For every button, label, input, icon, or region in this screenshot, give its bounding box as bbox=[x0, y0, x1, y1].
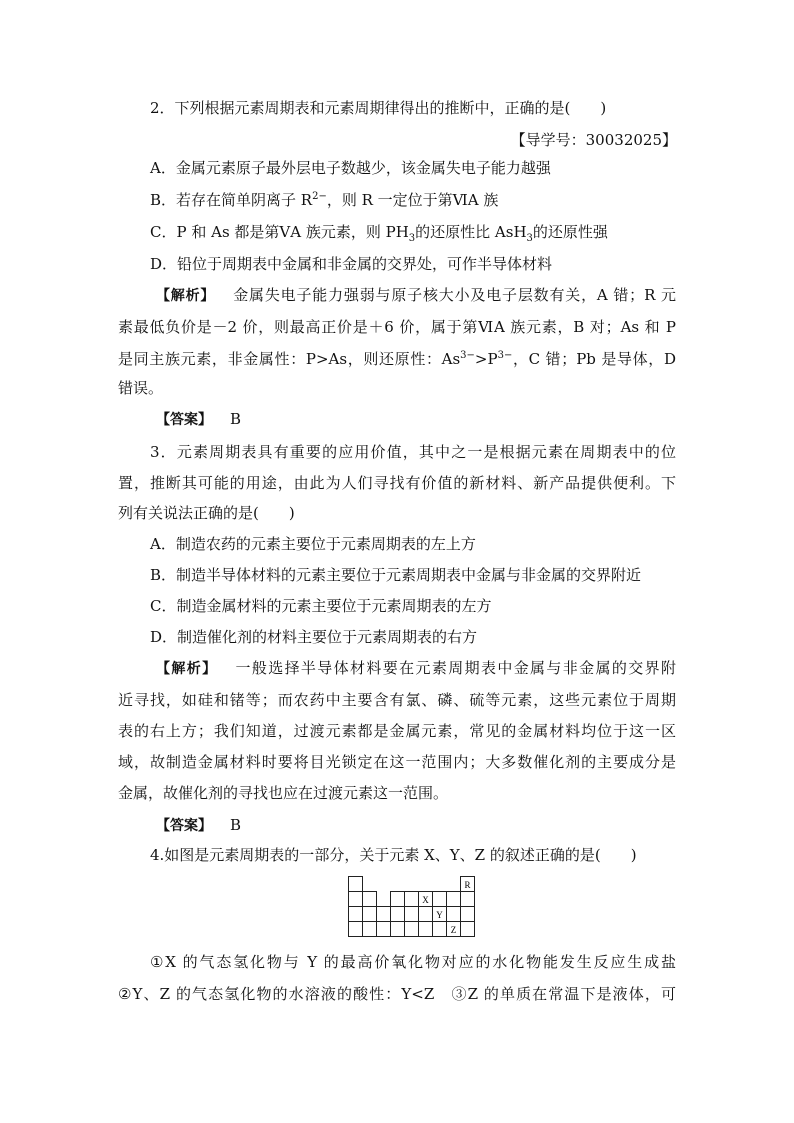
q2-ref-number: 【导学号：30032025】 bbox=[510, 131, 677, 149]
q4-statement-line-1: ①X 的气态氢化物与 Y 的最高价氧化物对应的水化物能发生反应生成盐 bbox=[150, 953, 676, 971]
table-cell-z: Z bbox=[450, 925, 457, 935]
table-cell-y: Y bbox=[436, 910, 443, 920]
q3-analysis-line-1: 【解析】 一般选择半导体材料要在元素周期表中金属与非金属的交界附 bbox=[156, 659, 676, 677]
q3-option-d: D．制造催化剂的材料主要位于元素周期表的右方 bbox=[150, 628, 478, 646]
q2-analysis-line-4: 错误。 bbox=[118, 379, 164, 397]
q2-option-b: B．若存在简单阴离子 $R^{2-}$，则 R 一定位于第ⅥA 族 bbox=[150, 191, 499, 209]
q3-stem-line-2: 置，推断其可能的用途，由此为人们寻找有价值的新材料、新产品提供便利。下 bbox=[118, 474, 676, 492]
q3-analysis-line-5: 金属，故催化剂的寻找也应在过渡元素这一范围。 bbox=[118, 784, 449, 802]
periodic-table-fragment bbox=[348, 876, 478, 942]
q2-answer bbox=[156, 409, 241, 430]
q3-answer bbox=[156, 815, 241, 836]
q3-analysis-line-4: 域，故制造金属材料时要将目光锁定在这一范围内；大多数催化剂的主要成分是 bbox=[118, 753, 676, 771]
table-cell-r: R bbox=[464, 880, 471, 890]
q3-answer-label: 【答案】 bbox=[156, 818, 212, 834]
q3-stem-line-3: 列有关说法正确的是( ) bbox=[118, 504, 295, 522]
q2-option-a: A．金属元素原子最外层电子数越少，该金属失电子能力越强 bbox=[150, 159, 551, 177]
q2-analysis-label: 【解析】 bbox=[156, 288, 216, 304]
q2-option-c: C．P 和 As 都是第ⅤA 族元素，则 $PH_3$的还原性比 AsH$_3$的还原性强 bbox=[150, 223, 608, 244]
q2-option-d: D．铅位于周期表中金属和非金属的交界处，可作半导体材料 bbox=[150, 255, 553, 273]
q2-answer-value: B bbox=[230, 410, 242, 428]
q2-answer-label: 【答案】 bbox=[156, 412, 212, 428]
q3-analysis-line-2: 近寻找，如硅和锗等；而农药中主要含有氯、磷、硫等元素，这些元素位于周期 bbox=[118, 691, 676, 709]
q4-statement-line-2: ②Y、Z 的气态氢化物的水溶液的酸性：Y<Z ③Z 的单质在常温下是液体，可 bbox=[118, 985, 676, 1003]
table-cell-x: X bbox=[422, 895, 429, 905]
q3-answer-value: B bbox=[230, 816, 242, 834]
q3-analysis-line-3: 表的右上方；我们知道，过渡元素都是金属元素，常见的金属材料均位于这一区 bbox=[118, 722, 676, 740]
q3-option-b: B．制造半导体材料的元素主要位于元素周期表中金属与非金属的交界附近 bbox=[150, 566, 642, 584]
q3-option-a: A．制造农药的元素主要位于元素周期表的左上方 bbox=[150, 535, 476, 553]
q2-stem: 2．下列根据元素周期表和元素周期律得出的推断中，正确的是( ) bbox=[150, 99, 607, 117]
q3-option-c: C．制造金属材料的元素主要位于元素周期表的左方 bbox=[150, 597, 492, 615]
q2-analysis-line-1: 【解析】 金属失电子能力强弱与原子核大小及电子层数有关，A 错；R 元 bbox=[156, 286, 676, 304]
q4-stem: 4.如图是元素周期表的一部分，关于元素 X、Y、Z 的叙述正确的是( ) bbox=[150, 846, 637, 864]
q3-stem-line-1: 3．元素周期表具有重要的应用价值，其中之一是根据元素在周期表中的位 bbox=[150, 443, 676, 461]
q2-analysis-line-3: 是同主族元素，非金属性：P>As，则还原性：$As^{3-}>P^{3-}$，C 错；Pb 是导体，D bbox=[118, 350, 676, 368]
q3-analysis-label: 【解析】 bbox=[156, 661, 218, 677]
q2-analysis-line-2: 素最低负价是－2 价，则最高正价是＋6 价，属于第ⅥA 族元素，B 对；As 和 P bbox=[118, 318, 676, 336]
